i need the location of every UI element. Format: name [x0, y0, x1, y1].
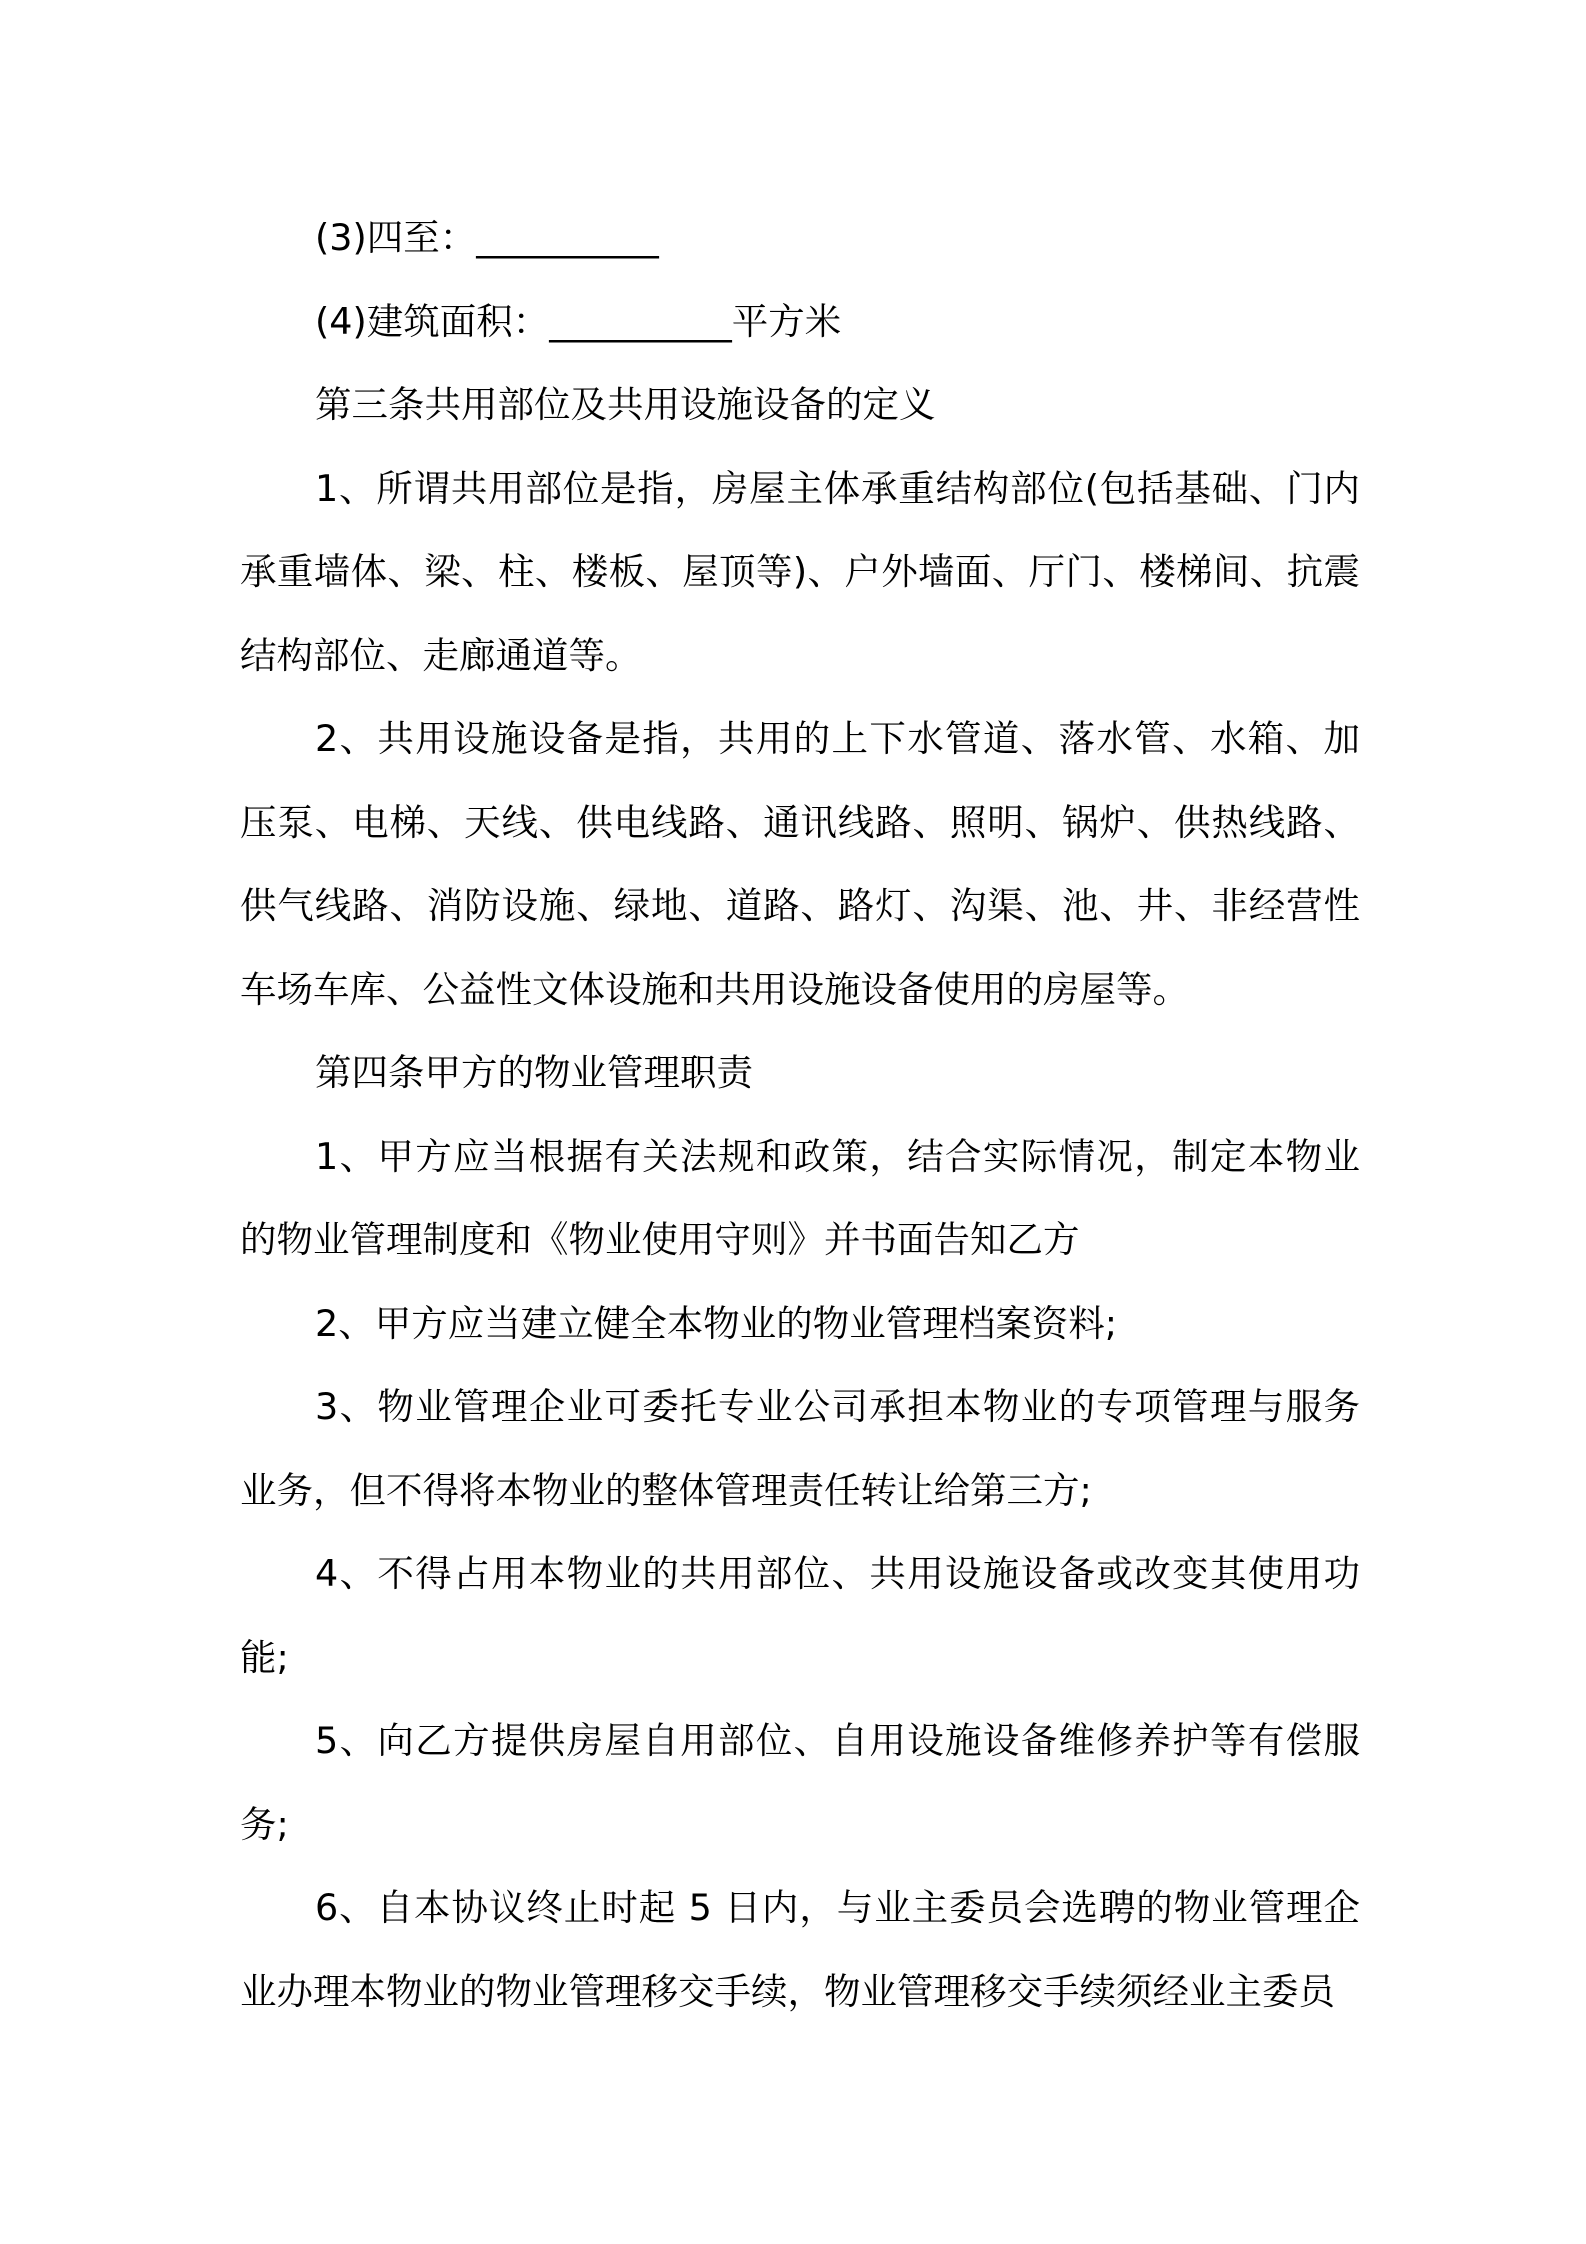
field-floor-area: (4)建筑面积：__________平方米	[315, 299, 842, 343]
article-4-heading: 第四条甲方的物业管理职责	[315, 1051, 753, 1094]
field-boundaries: (3)四至：__________	[315, 216, 659, 259]
article-4-clause-5: 5、向乙方提供房屋自用部位、自用设施设备维修养护等有偿服务;	[240, 1719, 1360, 1846]
article-4-clause-4: 4、不得占用本物业的共用部位、共用设施设备或改变其使用功能;	[240, 1552, 1360, 1679]
article-4-clause-3: 3、物业管理企业可委托专业公司承担本物业的专项管理与服务业务，但不得将本物业的整体管理责任转让给第三方;	[240, 1385, 1360, 1512]
article-3-clause-1: 1、所谓共用部位是指，房屋主体承重结构部位(包括基础、门内承重墙体、梁、柱、楼板、屋顶等)、户外墙面、厅门、楼梯间、抗震结构部位、走廊通道等。	[240, 466, 1360, 677]
article-4-clause-1: 1、甲方应当根据有关法规和政策，结合实际情况，制定本物业的物业管理制度和《物业使用守则》并书面告知乙方	[240, 1134, 1360, 1261]
article-4-clause-6: 6、自本协议终止时起 5 日内，与业主委员会选聘的物业管理企业办理本物业的物业管理移交手续，物业管理移交手续须经业主委员	[240, 1886, 1360, 2013]
article-3-clause-2: 2、共用设施设备是指，共用的上下水管道、落水管、水箱、加压泵、电梯、天线、供电线路、通讯线路、照明、锅炉、供热线路、供气线路、消防设施、绿地、道路、路灯、沟渠、池、井、非经营性车场车库、公益性文体设施和共用设施设备使用的房屋等。	[240, 717, 1360, 1011]
article-3-heading: 第三条共用部位及共用设施设备的定义	[315, 383, 936, 426]
article-4-clause-2: 2、甲方应当建立健全本物业的物业管理档案资料;	[315, 1301, 1118, 1345]
document-body	[240, 196, 1360, 2033]
